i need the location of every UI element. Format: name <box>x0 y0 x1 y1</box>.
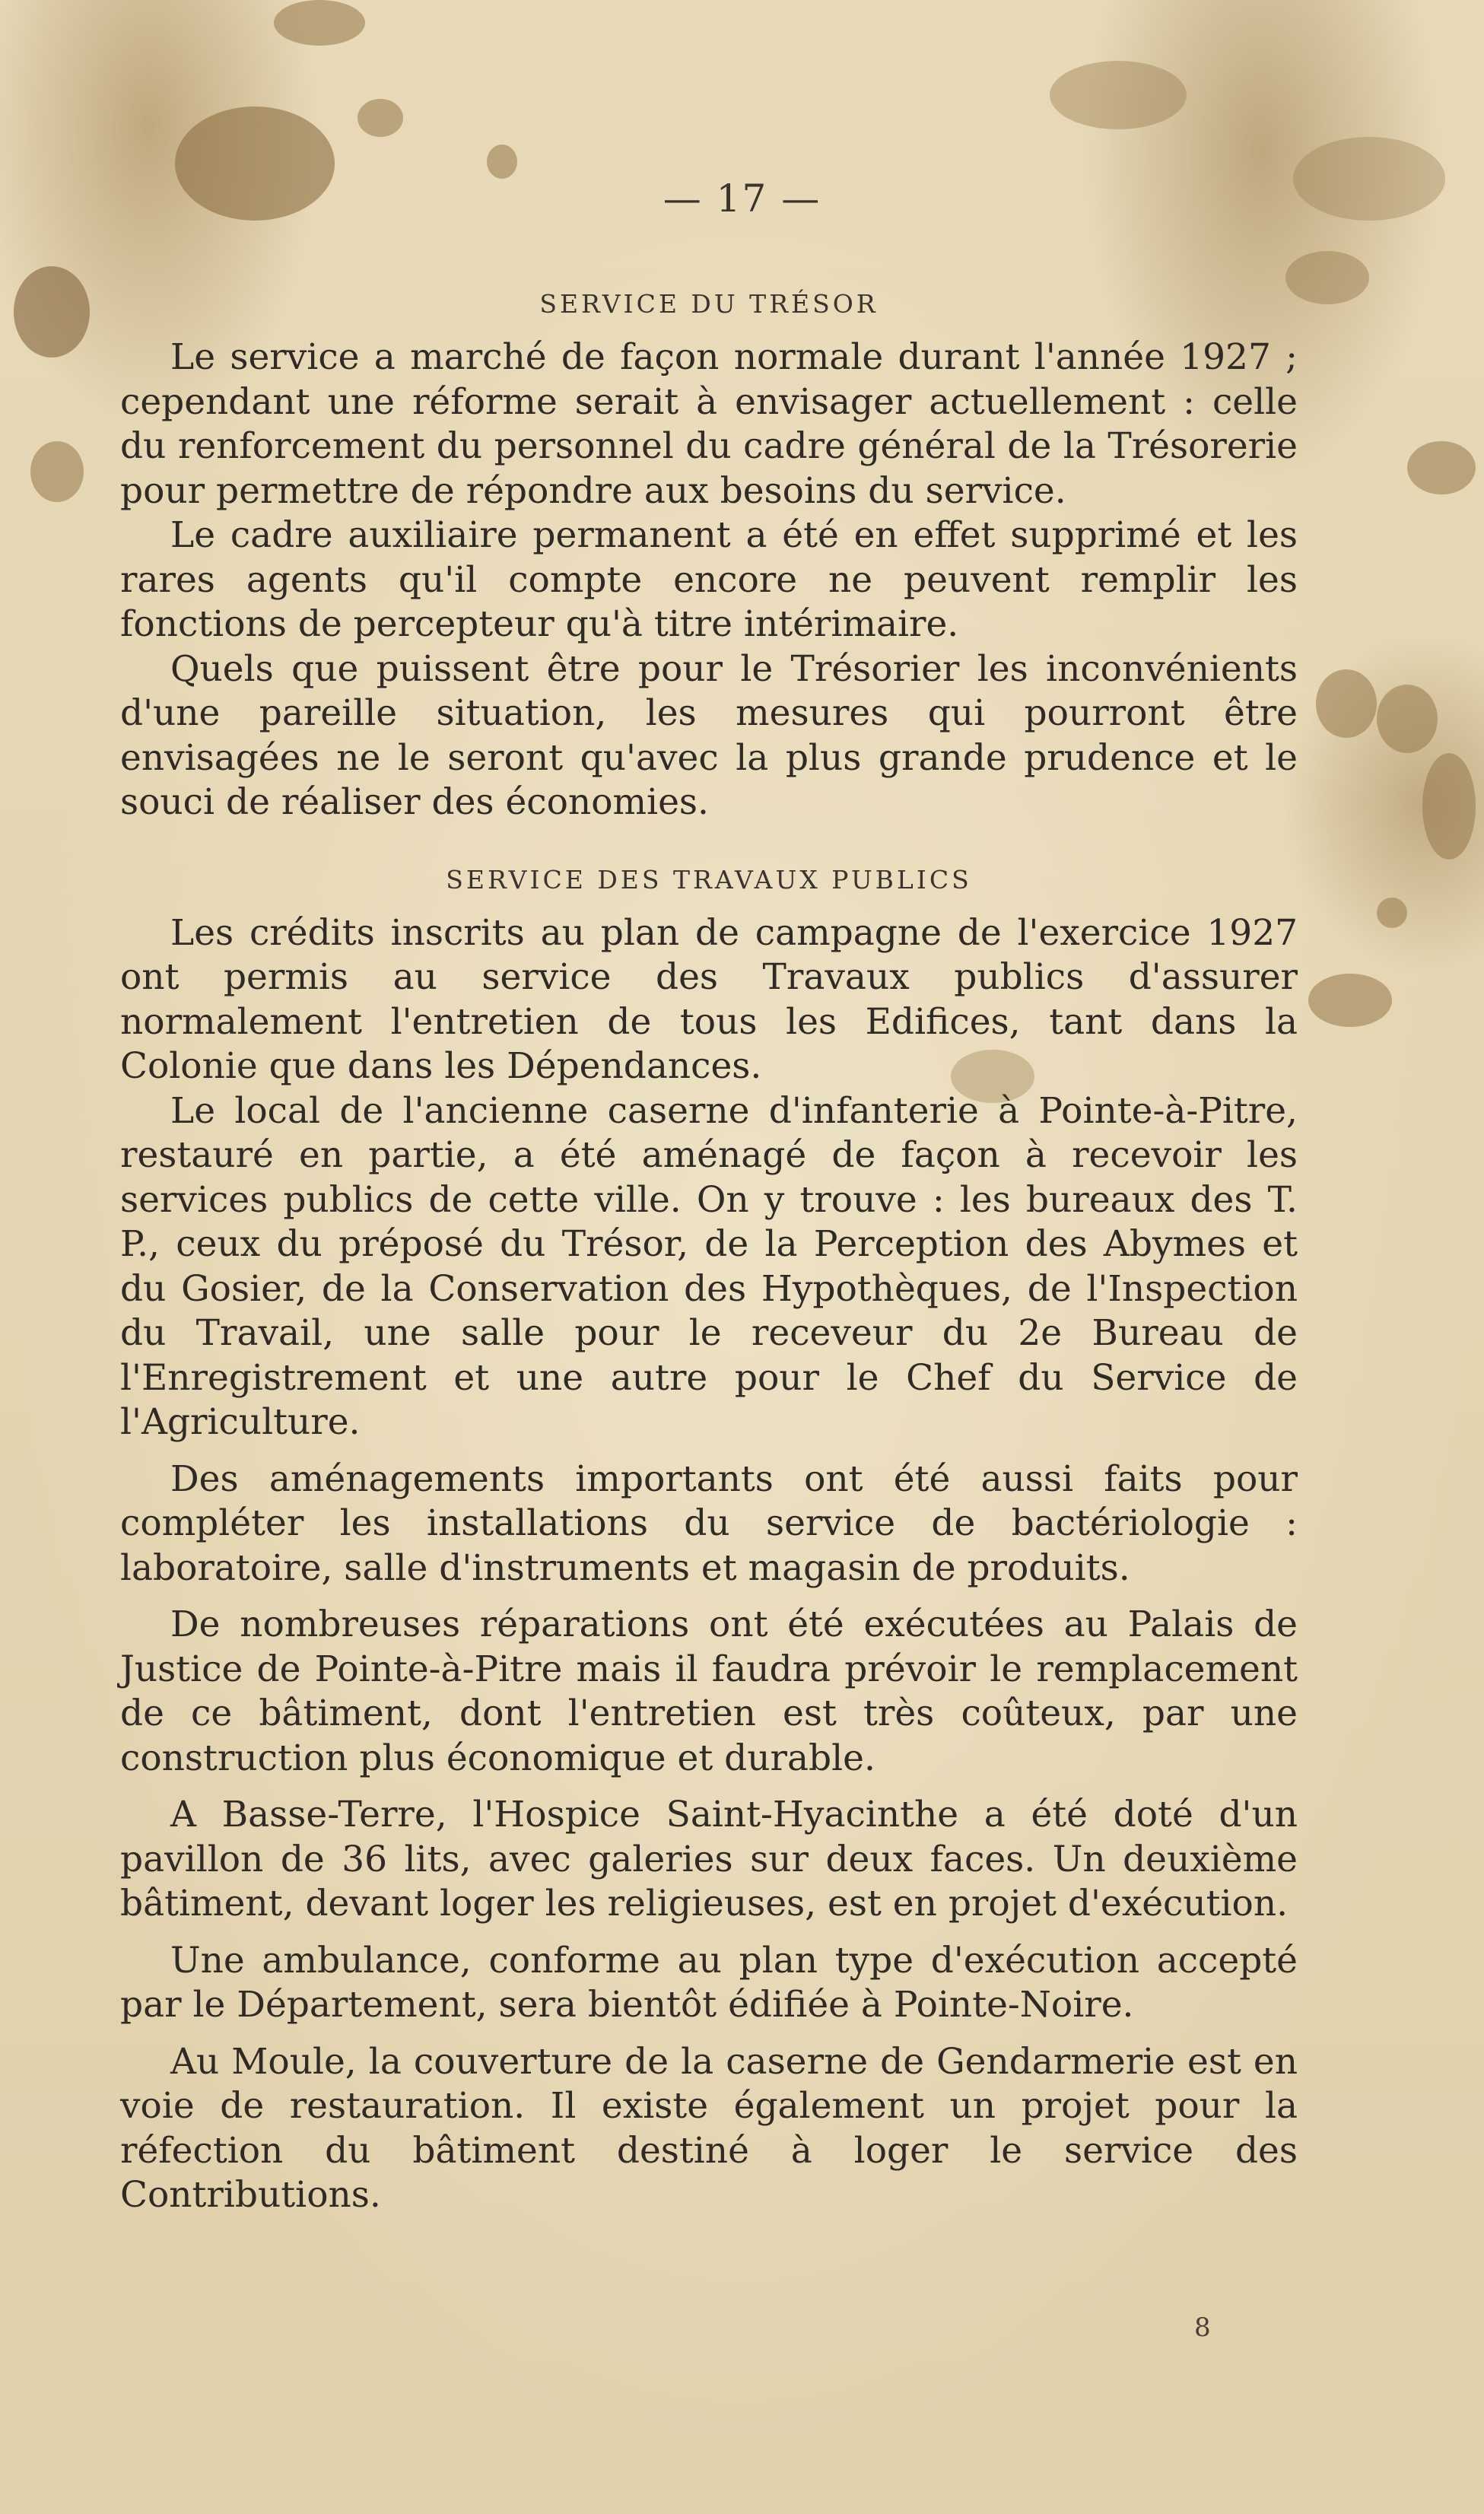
paragraph: Une ambulance, conforme au plan type d'exécution accepté par le Département, sera bientôt édifiée à Pointe-Noire. <box>120 1939 1298 2026</box>
paragraph: Les crédits inscrits au plan de campagne de l'exercice 1927 ont permis au service des Travaux publics d'assurer normalement l'entretien de tous les Edifices, tant dans la Colonie que dans les Dépendances. <box>120 911 1298 1087</box>
paragraph: A Basse-Terre, l'Hospice Saint-Hyacinthe a été doté d'un pavillon de 36 lits, avec galeries sur deux faces. Un deuxième bâtiment, devant loger les religieuses, est en projet d'exécution. <box>120 1794 1298 1924</box>
section-heading: SERVICE DU TRÉSOR <box>539 289 879 319</box>
page-content <box>120 289 1298 2218</box>
section-travaux-publics <box>120 865 1298 2218</box>
paper-stain <box>1050 61 1187 129</box>
paragraph: Le cadre auxiliaire permanent a été en effet supprimé et les rares agents qu'il compte encore ne peuvent remplir les fonctions de percepteur qu'à titre intérimaire. <box>120 514 1298 645</box>
paper-stain <box>487 145 517 179</box>
paragraph: Au Moule, la couverture de la caserne de Gendarmerie est en voie de restauration. Il existe également un projet pour la réfection du bâtiment destiné à loger le service des Contributions. <box>120 2040 1298 2216</box>
paragraph: Des aménagements importants ont été aussi faits pour compléter les installations du service de bactériologie : laboratoire, salle d'instruments et magasin de produits. <box>120 1457 1298 1589</box>
paper-stain <box>14 266 90 358</box>
folio-mark: 8 <box>1194 2312 1211 2343</box>
paper-stain <box>1407 441 1476 494</box>
paragraph: Le local de l'ancienne caserne d'infanterie à Pointe-à-Pitre, restauré en partie, a été aménagé de façon à recevoir les services publics de cette ville. On y trouve : les bureaux des T. P., ceux du préposé du Trésor, de la Perception des Abymes et du Gosier, de la Conservation des Hypothèques, de l'Inspection du Travail, une salle pour le receveur du 2e Bureau de l'Enregistrement et une autre pour le Chef du Service de l'Agriculture. <box>120 1089 1298 1443</box>
paper-stain <box>357 99 403 137</box>
paper-stain <box>1308 974 1392 1027</box>
paragraph: De nombreuses réparations ont été exécutées au Palais de Justice de Pointe-à-Pitre mais il faudra prévoir le remplacement de ce bâtiment, dont l'entretien est très coûteux, par une construction plus économique et durable. <box>120 1603 1298 1779</box>
paper-stain <box>1285 251 1369 304</box>
paragraph: Quels que puissent être pour le Trésorier les inconvénients d'une pareille situation, les mesures qui pourront être envisagées ne le seront qu'avec la plus grande prudence et le souci de réaliser des économies. <box>120 647 1298 823</box>
section-heading: SERVICE DES TRAVAUX PUBLICS <box>446 864 972 895</box>
paper-stain <box>1316 669 1377 738</box>
page-number: — 17 — <box>663 176 821 221</box>
section-tresor <box>120 289 1298 825</box>
paper-stain <box>1422 753 1476 860</box>
paper-stain <box>274 0 365 46</box>
paper-stain <box>30 441 84 502</box>
paragraph: Le service a marché de façon normale durant l'année 1927 ; cependant une réforme serait à envisager actuellement : celle du renforcement du personnel du cadre général de la Trésorerie pour permettre de répondre aux besoins du service. <box>120 336 1298 512</box>
paper-stain <box>1377 685 1438 753</box>
paper-stain <box>1377 898 1407 928</box>
